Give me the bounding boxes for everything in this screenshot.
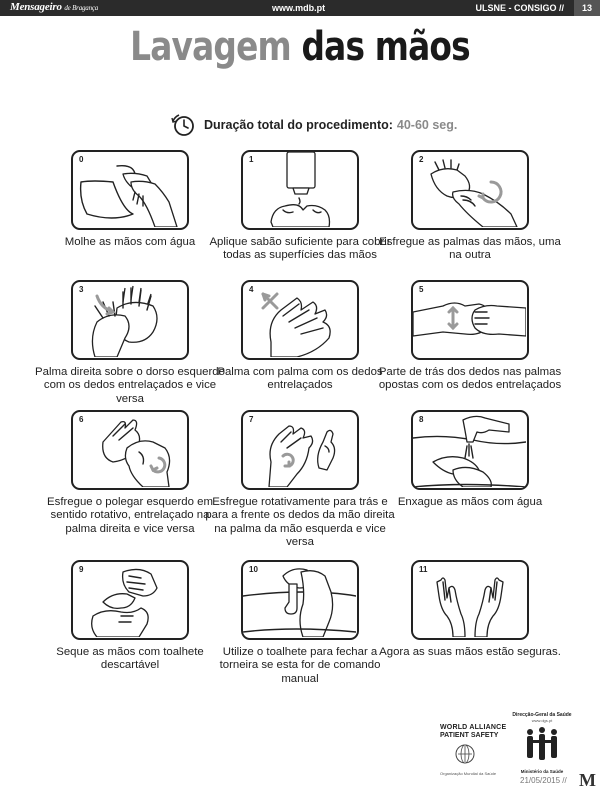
dgs-figures-icon <box>522 726 562 764</box>
page-title <box>54 24 546 70</box>
palm-over-dorsum-icon <box>73 282 186 357</box>
step-4-card <box>241 280 359 360</box>
page-number: 13 <box>574 0 600 16</box>
thumb-rub-icon <box>73 412 186 487</box>
dgs-line-3: Ministério da Saúde <box>520 769 564 774</box>
site-url: www.mdb.pt <box>272 3 326 13</box>
step-number: 3 <box>79 285 84 294</box>
title-part-2: das mãos <box>301 24 470 70</box>
step-11 <box>375 560 565 659</box>
step-4 <box>205 280 395 393</box>
step-5-card <box>411 280 529 360</box>
footer-date: 21/05/2015 // <box>520 776 567 785</box>
duration-value: 40-60 seg. <box>396 118 458 132</box>
world-alliance-logo <box>440 724 520 776</box>
step-number: 4 <box>249 285 254 294</box>
step-number: 0 <box>79 155 84 164</box>
step-2 <box>375 150 565 263</box>
clock-icon <box>170 112 196 138</box>
step-caption: Aplique sabão suficiente para cobrir todas as superfícies das mãos <box>209 236 391 262</box>
step-0 <box>35 150 225 249</box>
step-5 <box>375 280 565 393</box>
step-9-card <box>71 560 189 640</box>
step-caption: Esfregue rotativamente para trás e para a frente os dedos da mão direita na palma da mão esquerda e vice versa <box>205 496 395 549</box>
duration-label: Duração total do procedimento: <box>204 118 393 132</box>
step-caption: Seque as mãos com toalhete descartável <box>56 646 204 672</box>
step-number: 1 <box>249 155 254 164</box>
step-caption: Agora as suas mãos estão seguras. <box>379 646 561 658</box>
soap-dispenser-icon <box>243 152 356 227</box>
title-part-1: Lavagem <box>130 24 291 70</box>
dgs-logo <box>512 712 572 774</box>
step-9 <box>35 560 225 673</box>
step-10-card <box>241 560 359 640</box>
alliance-line-1: WORLD ALLIANCE <box>440 724 507 731</box>
close-tap-icon <box>243 562 356 637</box>
step-3-card <box>71 280 189 360</box>
palm-rub-icon <box>413 152 526 227</box>
step-number: 9 <box>79 565 84 574</box>
step-number: 5 <box>419 285 424 294</box>
step-caption: Esfregue o polegar esquerdo em sentido rotativo, entrelaçado na palma direita e vice versa <box>47 496 213 535</box>
step-caption: Esfregue as palmas das mãos, uma na outra <box>379 236 561 262</box>
step-6-card <box>71 410 189 490</box>
step-10 <box>205 560 395 686</box>
footer-letter: M <box>579 770 596 790</box>
step-7 <box>205 410 395 550</box>
step-caption: Parte de trás dos dedos nas palmas opostas com os dedos entrelaçados <box>378 366 562 392</box>
who-org-label: Organização Mundial da Saúde <box>440 771 497 776</box>
interlaced-fingers-icon <box>243 282 356 357</box>
dry-hands-icon <box>73 562 186 637</box>
step-number: 7 <box>249 415 254 424</box>
duration-line <box>170 110 457 140</box>
top-bar <box>0 0 600 16</box>
step-caption: Enxague as mãos com água <box>397 496 543 508</box>
step-1-card <box>241 150 359 230</box>
safe-hands-icon <box>413 562 526 637</box>
step-number: 10 <box>249 565 258 574</box>
alliance-line-2: PATIENT SAFETY <box>440 732 499 739</box>
step-2-card <box>411 150 529 230</box>
step-1 <box>205 150 395 263</box>
step-caption: Palma com palma com os dedos entrelaçados <box>217 366 383 392</box>
step-3 <box>35 280 225 406</box>
step-8-card <box>411 410 529 490</box>
step-caption: Palma direita sobre o dorso esquerdo com os dedos entrelaçados e vice versa <box>35 366 225 405</box>
rinse-hands-icon <box>413 412 526 487</box>
step-0-card <box>71 150 189 230</box>
wet-hands-icon <box>73 152 186 227</box>
section-label: ULSNE - CONSIGO // <box>475 3 564 13</box>
step-6 <box>35 410 225 536</box>
dgs-line-2: www.dgs.pt <box>531 718 553 723</box>
backs-of-fingers-icon <box>413 282 526 357</box>
step-number: 6 <box>79 415 84 424</box>
dgs-line-1: Direcção-Geral da Saúde <box>512 712 572 718</box>
step-8 <box>375 410 565 509</box>
step-caption: Utilize o toalhete para fechar a torneira se esta for de comando manual <box>219 646 381 685</box>
brand-logo: Mensageiro de Bragança <box>10 1 99 13</box>
step-11-card <box>411 560 529 640</box>
step-caption: Molhe as mãos com água <box>64 236 196 248</box>
who-emblem-icon <box>454 743 476 765</box>
step-number: 11 <box>419 565 428 574</box>
fingertips-rub-icon <box>243 412 356 487</box>
step-number: 2 <box>419 155 424 164</box>
step-7-card <box>241 410 359 490</box>
step-number: 8 <box>419 415 424 424</box>
